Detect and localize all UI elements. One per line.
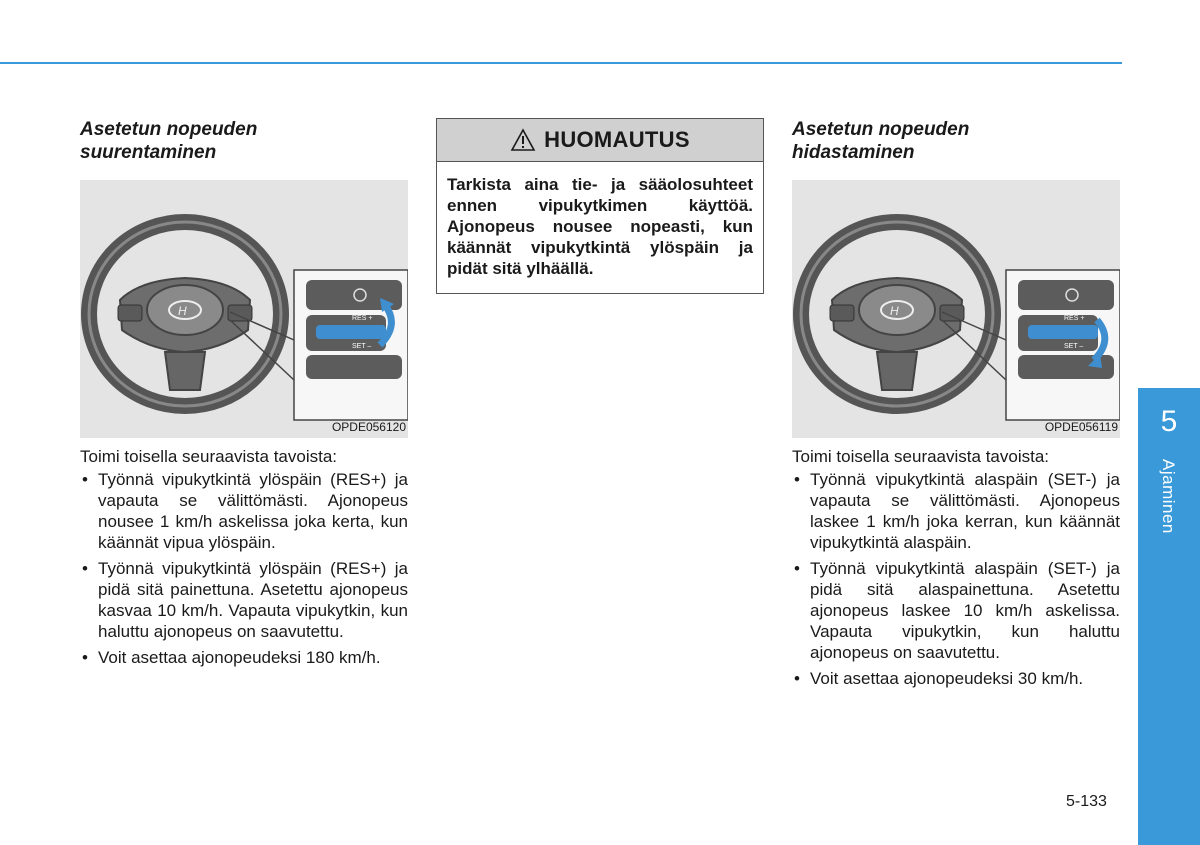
notice-box (436, 118, 764, 294)
chapter-tab (1138, 388, 1200, 845)
bullet-list (792, 469, 1120, 689)
figure-code: OPDE056119 (1044, 420, 1118, 434)
heading-line: hidastaminen (792, 142, 915, 163)
heading-line: Asetetun nopeuden (792, 119, 970, 140)
intro-text: Toimi toisella seuraavista tavoista: (80, 447, 338, 466)
bullet-list (80, 469, 408, 668)
chapter-number: 5 (1160, 405, 1178, 438)
section-heading-decrease (792, 118, 1120, 164)
steering-wheel-illustration (792, 180, 1120, 438)
left-column (80, 118, 408, 673)
right-column (792, 118, 1120, 694)
steering-wheel-figure-decrease (792, 180, 1120, 438)
section-heading-increase (80, 118, 408, 164)
heading-line: suurentaminen (80, 142, 217, 163)
chapter-label: Ajaminen (1159, 459, 1178, 534)
list-item: • Työnnä vipukytkintä alaspäin (SET-) ja pidä sitä alaspainettuna. Asetettu ajonopeus laskee 10 km/h askelissa. Vapauta vipukytkin, kun haluttu ajonopeus on saavutettu. (792, 558, 1120, 663)
notice-body: Tarkista aina tie- ja sääolosuhteet ennen vipukytkimen käyttöä. Ajonopeus nousee nopeasti, kun käännät vipukytkintä ylöspäin ja pidät sitä ylhäällä. (447, 175, 753, 278)
switch-label-set: SET – (352, 343, 372, 350)
middle-column (436, 118, 764, 294)
notice-header (437, 119, 763, 162)
figure-code: OPDE056120 (331, 420, 406, 434)
page-number: 5-133 (1066, 793, 1107, 810)
list-item: • Työnnä vipukytkintä ylöspäin (RES+) ja vapauta se välittömästi. Ajonopeus nousee 1 km/h askelissa joka kerta, kun käännät vipua ylöspäin. (80, 469, 408, 553)
intro-text: Toimi toisella seuraavista tavoista: (792, 447, 1050, 466)
steering-wheel-figure-increase (80, 180, 408, 438)
heading-line: Asetetun nopeuden (80, 119, 258, 140)
list-item: • Voit asettaa ajonopeudeksi 30 km/h. (792, 668, 1120, 689)
switch-label-res: RES + (1064, 315, 1085, 322)
steering-wheel-illustration (80, 180, 408, 438)
warning-triangle-icon (510, 128, 536, 152)
notice-title: HUOMAUTUS (544, 127, 690, 152)
svg-text:H: H (178, 304, 187, 318)
switch-label-res: RES + (352, 315, 373, 322)
switch-label-set: SET – (1064, 343, 1084, 350)
list-item: • Työnnä vipukytkintä ylöspäin (RES+) ja pidä sitä painettuna. Asetettu ajonopeus kasvaa 10 km/h. Vapauta vipukytkin, kun haluttu ajonopeus on saavutettu. (80, 558, 408, 642)
svg-text:H: H (890, 304, 899, 318)
top-rule (0, 62, 1122, 64)
list-item: • Työnnä vipukytkintä alaspäin (SET-) ja vapauta se välittömästi. Ajonopeus laskee 1 km/h joka kerran, kun käännät vipukytkintä alaspäin. (792, 469, 1120, 553)
list-item: • Voit asettaa ajonopeudeksi 180 km/h. (80, 647, 408, 668)
